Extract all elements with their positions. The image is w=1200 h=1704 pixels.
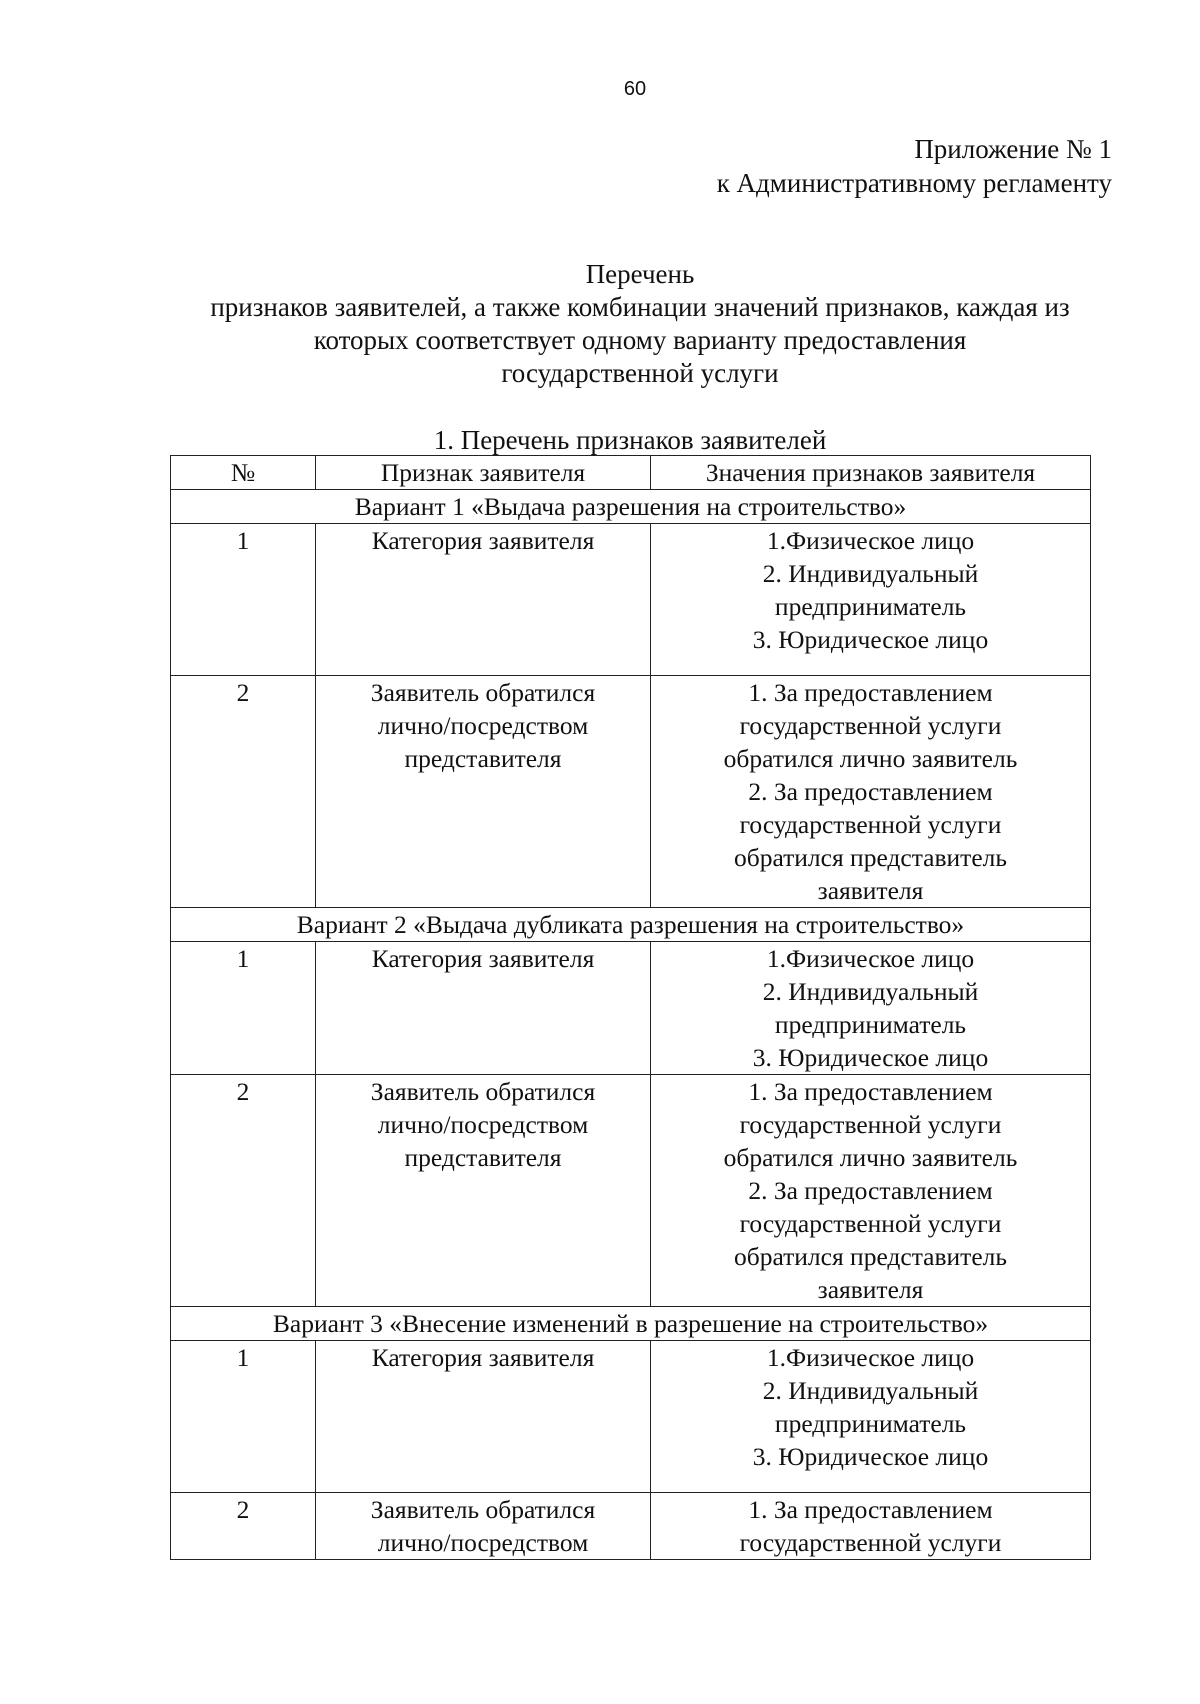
row-number: 2 xyxy=(171,1493,316,1560)
table-body xyxy=(171,490,1091,1560)
value-line: государственной услуги xyxy=(739,1528,1002,1557)
values-cell xyxy=(651,1341,1091,1493)
value-line: обратился представитель xyxy=(733,1242,1008,1271)
sign-cell xyxy=(316,676,651,908)
value-line: обратился представитель xyxy=(733,843,1008,872)
sign-cell xyxy=(316,524,651,676)
value-line: 1. За предоставлением xyxy=(748,1495,993,1524)
value-line: 2. За предоставлением xyxy=(748,777,993,806)
values-cell xyxy=(651,676,1091,908)
header-values: Значения признаков заявителя xyxy=(651,456,1091,490)
row-number: 1 xyxy=(171,1341,316,1493)
value-line: 1. За предоставлением xyxy=(748,678,993,707)
value-line: 2. За предоставлением xyxy=(748,1176,993,1205)
row-number: 1 xyxy=(171,524,316,676)
table-row xyxy=(171,676,1091,908)
values-cell xyxy=(651,1493,1091,1560)
appendix-header xyxy=(717,132,1112,200)
row-number: 1 xyxy=(171,942,316,1075)
values-cell xyxy=(651,524,1091,676)
value-line: 1. За предоставлением xyxy=(748,1077,993,1106)
page-number: 60 xyxy=(623,78,647,100)
value-line: 1.Физическое лицо xyxy=(766,944,975,973)
value-line: предприниматель xyxy=(774,1409,967,1438)
variant-title: Вариант 1 «Выдача разрешения на строительство» xyxy=(171,490,1091,524)
title-line: Перечень xyxy=(585,259,695,289)
table-header-row xyxy=(171,456,1091,490)
table-row xyxy=(171,524,1091,676)
variant-title: Вариант 2 «Выдача дубликата разрешения на строительство» xyxy=(171,908,1091,942)
sign-cell xyxy=(316,1075,651,1307)
value-line: 1.Физическое лицо xyxy=(766,526,975,555)
value-line: предприниматель xyxy=(774,592,967,621)
sign-cell xyxy=(316,1341,651,1493)
values-cell xyxy=(651,1075,1091,1307)
sign-line: представителя xyxy=(404,1143,562,1172)
table-row xyxy=(171,1341,1091,1493)
values-cell xyxy=(651,942,1091,1075)
value-line: заявителя xyxy=(817,876,924,905)
value-line: государственной услуги xyxy=(739,1209,1002,1238)
sign-line: Заявитель обратился xyxy=(370,1495,596,1524)
row-number: 2 xyxy=(171,1075,316,1307)
sign-line: Категория заявителя xyxy=(371,1343,595,1372)
title-line: которых соответствует одному варианту предоставления xyxy=(313,325,967,355)
value-line: 1.Физическое лицо xyxy=(766,1343,975,1372)
value-line: государственной услуги xyxy=(739,810,1002,839)
table-row xyxy=(171,1075,1091,1307)
value-line: обратился лично заявитель xyxy=(723,1143,1018,1172)
value-line: предприниматель xyxy=(774,1010,967,1039)
sign-line: лично/посредством xyxy=(377,711,589,740)
table-row xyxy=(171,942,1091,1075)
table-row xyxy=(171,1493,1091,1560)
value-line: 3. Юридическое лицо xyxy=(752,625,989,654)
value-line: заявителя xyxy=(817,1275,924,1304)
header-sign: Признак заявителя xyxy=(316,456,651,490)
value-line: 2. Индивидуальный xyxy=(762,1376,979,1405)
title-line: признаков заявителей, а также комбинации значений признаков, каждая из xyxy=(210,292,1070,322)
applicant-signs-table xyxy=(170,455,1091,1560)
sign-line: Заявитель обратился xyxy=(370,678,596,707)
variant-title: Вариант 3 «Внесение изменений в разрешение на строительство» xyxy=(171,1307,1091,1341)
value-line: 2. Индивидуальный xyxy=(762,559,979,588)
appendix-line: Приложение № 1 xyxy=(914,134,1112,164)
value-line: государственной услуги xyxy=(739,711,1002,740)
sign-line: Заявитель обратился xyxy=(370,1077,596,1106)
row-number: 2 xyxy=(171,676,316,908)
sign-line: лично/посредством xyxy=(377,1528,589,1557)
value-line: 3. Юридическое лицо xyxy=(752,1442,989,1471)
sign-cell xyxy=(316,1493,651,1560)
value-line: обратился лично заявитель xyxy=(723,744,1018,773)
value-line: 3. Юридическое лицо xyxy=(752,1043,989,1072)
section-heading: 1. Перечень признаков заявителей xyxy=(433,425,827,455)
document-title xyxy=(140,258,1140,390)
header-num: № xyxy=(171,456,316,490)
sign-cell xyxy=(316,942,651,1075)
variant-header-row xyxy=(171,490,1091,524)
sign-line: представителя xyxy=(404,744,562,773)
sign-line: Категория заявителя xyxy=(371,526,595,555)
appendix-line: к Административному регламенту xyxy=(716,168,1112,198)
variant-header-row xyxy=(171,908,1091,942)
variant-header-row xyxy=(171,1307,1091,1341)
value-line: 2. Индивидуальный xyxy=(762,977,979,1006)
title-line: государственной услуги xyxy=(501,358,779,388)
sign-line: лично/посредством xyxy=(377,1110,589,1139)
value-line: государственной услуги xyxy=(739,1110,1002,1139)
sign-line: Категория заявителя xyxy=(371,944,595,973)
